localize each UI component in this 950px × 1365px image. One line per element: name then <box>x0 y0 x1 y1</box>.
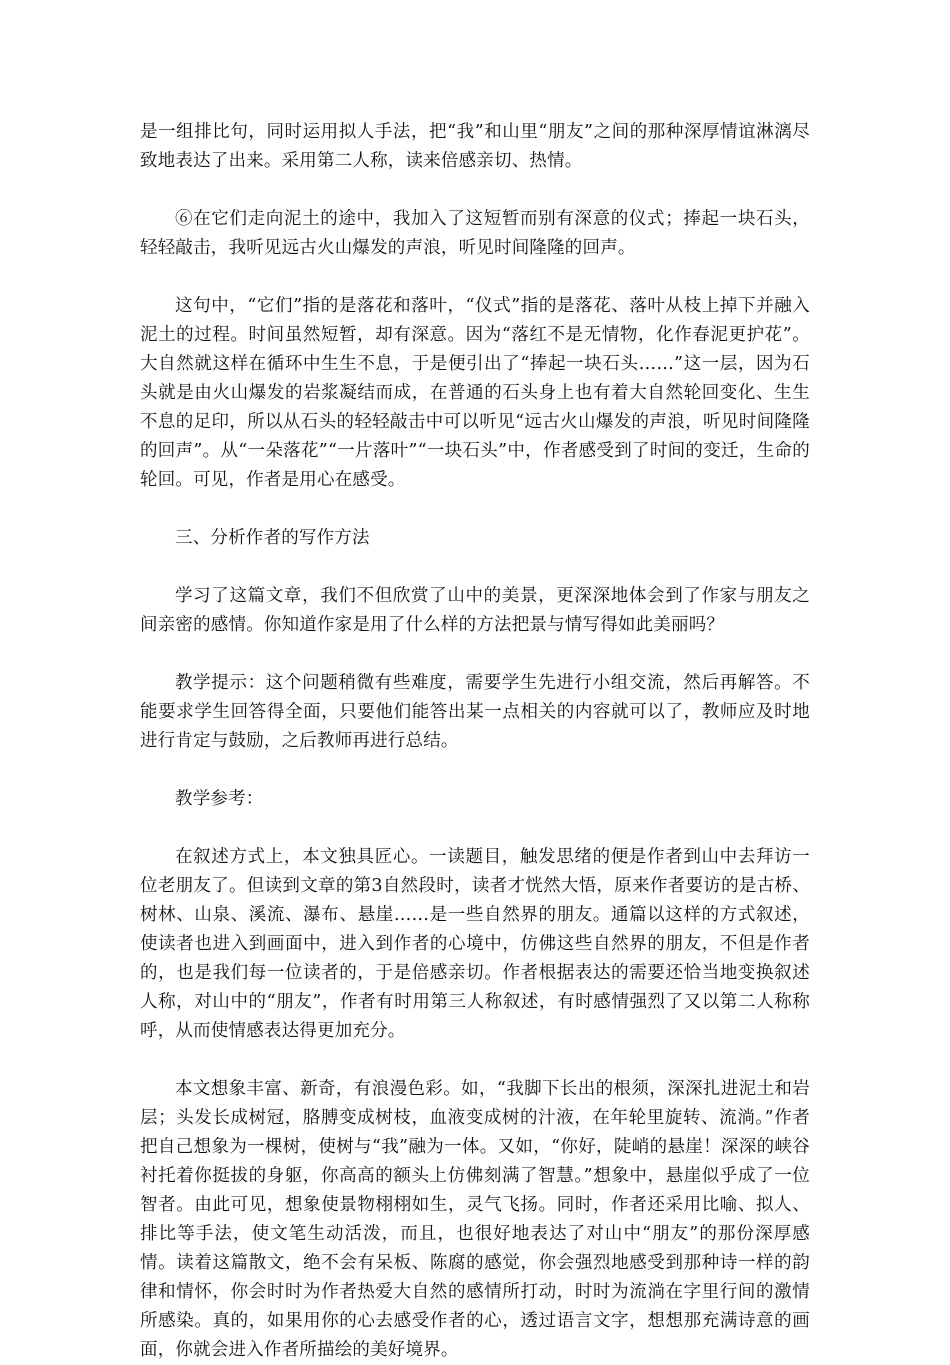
paragraph-parallelism-summary: 是一组排比句，同时运用拟人手法，把“我”和山里“朋友”之间的那种深厚情谊淋漓尽致地表达了出来。采用第二人称，读来倍感亲切、热情。 <box>140 122 810 171</box>
section-heading-writing-methods: 三、分析作者的写作方法 <box>175 528 370 548</box>
paragraph-imagination: 本文想象丰富、新奇，有浪漫色彩。如，“我脚下长出的根须，深深扎进泥土和岩层；头发长成树冠，胳膊变成树枝，血液变成树的汁液，在年轮里旋转、流淌。”作者把自己想象为一棵树，使树与“我”融为一体。又如，“你好，陡峭的悬崖！深深的峡谷衬托着你挺拔的身躯，你高高的额头上仿佛刻满了智慧。”想象中，悬崖似乎成了一位智者。由此可见，想象使景物栩栩如生，灵气飞扬。同时，作者还采用比喻、拟人、排比等手法，使文笔生动活泼，而且，也很好地表达了对山中“朋友”的那份深厚感情。读着这篇散文，绝不会有呆板、陈腐的感觉，你会强烈地感受到那种诗一样的韵律和情怀，你会时时为作者热爱大自然的感情所打动，时时为流淌在字里行间的激情所感染。真的，如果用你的心去感受作者的心，透过语言文字，想想那充满诗意的画面，你就会进入作者所描绘的美好境界。 <box>140 1079 810 1360</box>
paragraph-narration-method: 在叙述方式上，本文独具匠心。一读题目，触发思绪的便是作者到山中去拜访一位老朋友了。但读到文章的第3自然段时，读者才恍然大悟，原来作者要访的是古桥、树林、山泉、溪流、瀑布、悬崖……是一些自然界的朋友。通篇以这样的方式叙述，使读者也进入到画面中，进入到作者的心境中，仿佛这些自然界的朋友，不但是作者的，也是我们每一位读者的，于是倍感亲切。作者根据表达的需要还恰当地变换叙述人称，对山中的“朋友”，作者有时用第三人称叙述，有时感情强烈了又以第二人称称呼，从而使情感表达得更加充分。 <box>140 847 810 1041</box>
paragraph-sentence-analysis: 这句中，“它们”指的是落花和落叶，“仪式”指的是落花、落叶从枝上掉下并融入泥土的过程。时间虽然短暂，却有深意。因为“落红不是无情物，化作春泥更护花”。大自然就这样在循环中生生不息，于是便引出了“捧起一块石头……”这一层，因为石头就是由火山爆发的岩浆凝结而成，在普通的石头身上也有着大自然轮回变化、生生不息的足印，所以从石头的轻轻敲击中可以听见“远古火山爆发的声浪，听见时间隆隆的回声”。从“一朵落花”“一片落叶”“一块石头”中，作者感受到了时间的变迁，生命的轮回。可见，作者是用心在感受。 <box>140 296 810 490</box>
paragraph-teaching-tip: 教学提示：这个问题稍微有些难度，需要学生先进行小组交流，然后再解答。不能要求学生回答得全面，只要他们能答出某一点相关的内容就可以了，教师应及时地进行肯定与鼓励，之后教师再进行总结。 <box>140 673 810 751</box>
paragraph-teaching-reference-label: 教学参考： <box>175 789 264 809</box>
document-body <box>140 118 810 1365</box>
paragraph-quoted-sentence-6: ⑥在它们走向泥土的途中，我加入了这短暂而别有深意的仪式；捧起一块石头，轻轻敲击，我听见远古火山爆发的声浪，听见时间隆隆的回声。 <box>140 209 810 258</box>
paragraph-question: 学习了这篇文章，我们不但欣赏了山中的美景，更深深地体会到了作家与朋友之间亲密的感情。你知道作家是用了什么样的方法把景与情写得如此美丽吗？ <box>140 586 810 635</box>
